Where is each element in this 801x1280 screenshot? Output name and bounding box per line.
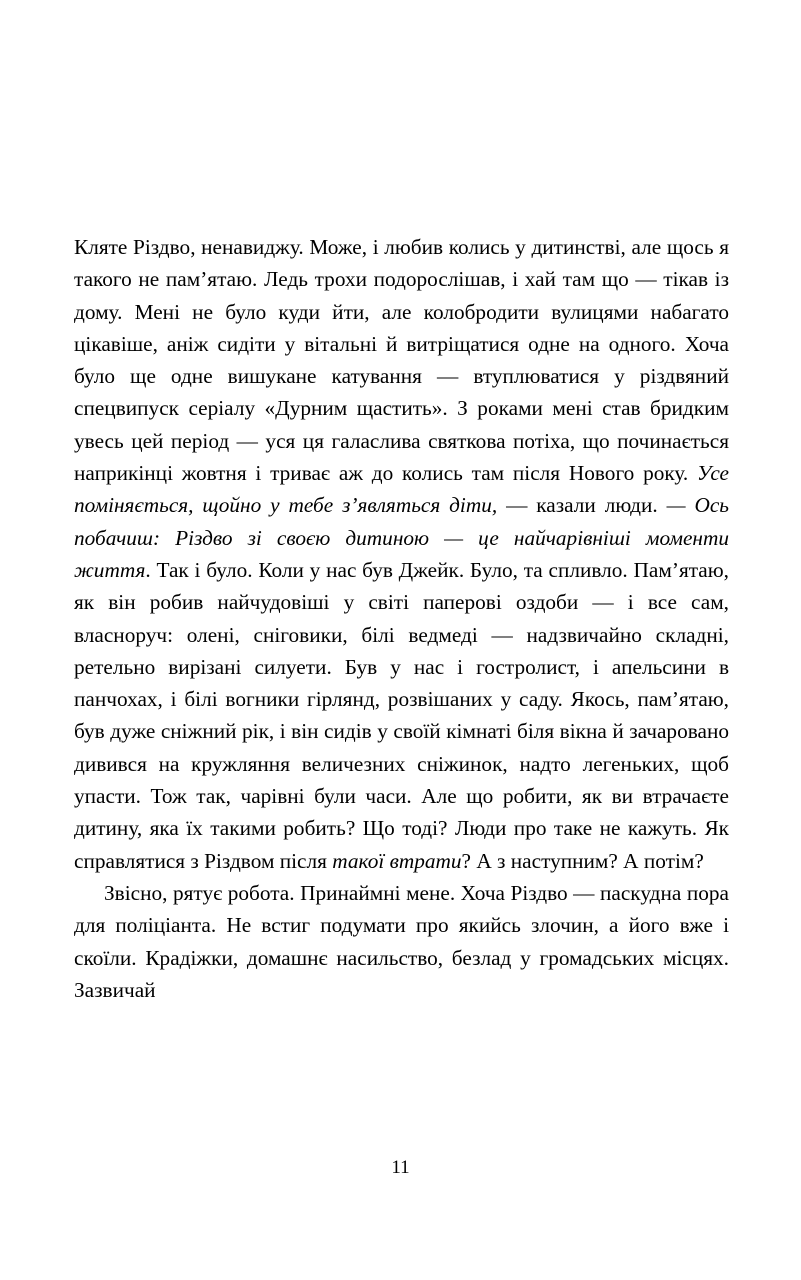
italic-run: такої втрати	[332, 848, 462, 873]
paragraph-2: Звісно, рятує робота. Принаймні мене. Хоча Різдво — паскудна пора для поліціанта. Не встиг подумати про якийсь злочин, а його вже і скоїли. Крадіжки, домашнє насильство, безлад у громадських місцях. Зазвичай	[74, 880, 729, 1002]
paragraph-1: Кляте Різдво, ненавиджу. Може, і любив колись у дитинстві, але щось я такого не пам’ятаю. Ледь трохи подорослішав, і хай там що — тікав із дому. Мені не було куди йти, але колобродити вулицями набагато цікавіше, аніж сидіти у вітальні й витріщатися одне на одного. Хоча було ще одне вишукане катування — втуплюватися у різдвяний спецвипуск серіалу «Дурним щастить». З роками мені став бридким увесь цей період — уся ця галаслива святкова потіха, що починається наприкінці жовтня і триває аж до колись там після Нового року. Усе поміняється, щойно у тебе з’являться діти, — казали люди. — Ось побачиш: Різдво зі своєю дитиною — це найчарівніші моменти життя. Так і було. Коли у нас був Джейк. Було, та спливло. Пам’ятаю, як він робив найчудовіші у світі паперові оздоби — і все сам, власноруч: олені, сніговики, білі ведмеді — надзвичайно складні, ретельно вирізані силуети. Був у нас і гостролист, і апельсини в панчохах, і білі вогники гірлянд, розвішаних у саду. Якось, пам’ятаю, був дуже сніжний рік, і він сидів у своїй кімнаті біля вікна й зачаровано дивився на кружляння величезних сніжинок, надто легеньких, щоб упасти. Тож так, чарівні були часи. Але що робити, як ви втрачаєте дитину, яка їх такими робить? Що тоді? Люди про таке не кажуть. Як справлятися з Різдвом після такої втрати? А з наступним? А потім?	[74, 235, 729, 873]
italic-run: — Ось побачиш: Різдво зі своєю дитиною — це найчарівніші моменти життя	[74, 493, 729, 582]
page-number: 11	[391, 1157, 410, 1178]
italic-run: Усе поміняється, щойно у тебе з’являться діти,	[74, 461, 729, 518]
page-body-text	[74, 231, 729, 1006]
